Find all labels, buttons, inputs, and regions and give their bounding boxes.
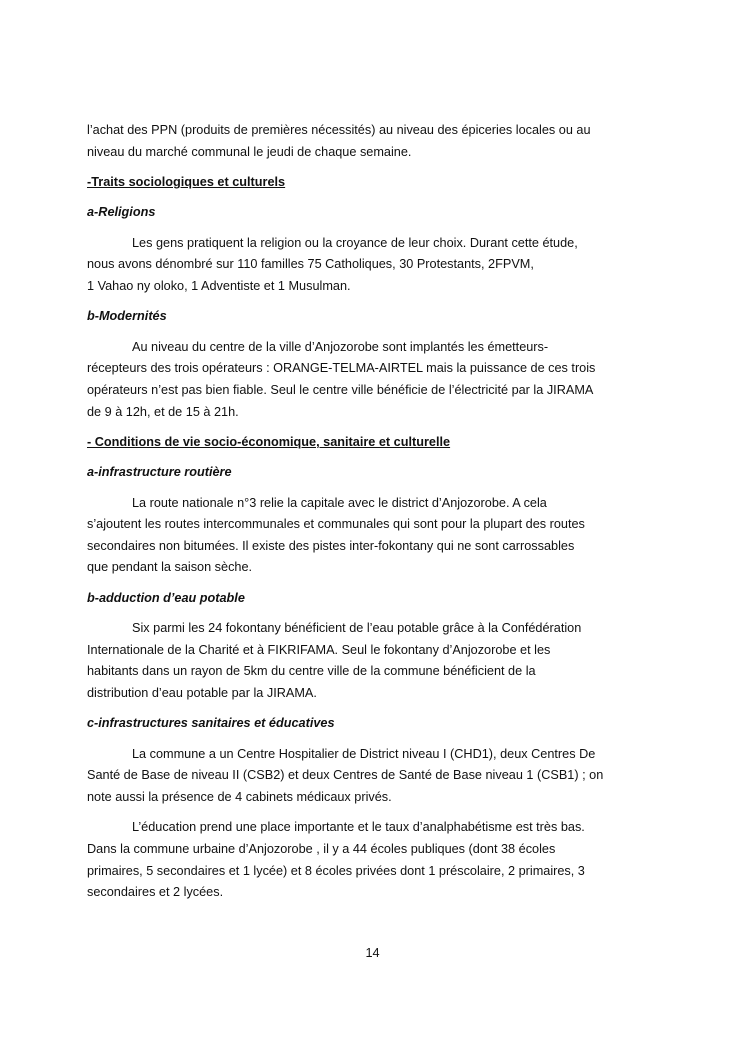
text-line: L’éducation prend une place importante et le taux d’analphabétisme est très bas. (132, 820, 585, 835)
text-line: Les gens pratiquent la religion ou la croyance de leur choix. Durant cette étude, (132, 235, 578, 250)
text-line: secondaires non bitumées. Il existe des pistes inter-fokontany qui ne sont carrossables (87, 538, 575, 553)
text-line: Au niveau du centre de la ville d’Anjozorobe sont implantés les émetteurs- (132, 339, 549, 354)
text-line: que pendant la saison sèche. (87, 560, 253, 575)
document-page (87, 120, 662, 904)
text-line: note aussi la présence de 4 cabinets médicaux privés. (87, 790, 392, 804)
text-line: secondaires et 2 lycées. (87, 885, 224, 900)
text-line: La commune a un Centre Hospitalier de District niveau I (CHD1), deux Centres De (132, 746, 596, 761)
religions-paragraph (87, 233, 662, 298)
text-line: Santé de Base de niveau II (CSB2) et deux Centres de Santé de Base niveau 1 (CSB1) ; on (87, 768, 604, 783)
sanitaires-paragraph (87, 744, 662, 809)
modernites-paragraph (87, 337, 662, 423)
subheading-religions: a-Religions (87, 205, 156, 220)
text-line: Dans la commune urbaine d’Anjozorobe , il y a 44 écoles publiques (dont 38 écoles (87, 841, 556, 856)
text-line: habitants dans un rayon de 5km du centre ville de la commune bénéficient de la (87, 664, 536, 679)
subheading-infrastructures-sanitaires: c-infrastructures sanitaires et éducatives (87, 716, 335, 731)
intro-paragraph (87, 120, 662, 163)
page-number: 14 (365, 946, 380, 960)
text-line: primaires, 5 secondaires et 1 lycée) et 8 écoles privées dont 1 préscolaire, 2 primaires, 3 (87, 863, 585, 878)
subheading-infrastructure-routiere: a-infrastructure routière (87, 465, 232, 480)
text-line: Internationale de la Charité et à FIKRIFAMA. Seul le fokontany d’Anjozorobe et les (87, 642, 551, 657)
subheading-adduction-eau: b-adduction d’eau potable (87, 590, 245, 605)
text-line: opérateurs n’est pas bien fiable. Seul le centre ville bénéficie de l’électricité par la JIRAMA (87, 382, 594, 397)
text-line: La route nationale n°3 relie la capitale avec le district d’Anjozorobe. A cela (132, 495, 547, 510)
text-line: l’achat des PPN (produits de premières nécessités) au niveau des épiceries locales ou au (87, 123, 591, 137)
text-line: s’ajoutent les routes intercommunales et communales qui sont pour la plupart des routes (87, 517, 585, 532)
text-line: niveau du marché communal le jeudi de chaque semaine. (87, 144, 412, 159)
text-line: 1 Vahao ny oloko, 1 Adventiste et 1 Musulman. (87, 278, 351, 293)
routiere-paragraph (87, 493, 662, 579)
text-line: de 9 à 12h, et de 15 à 21h. (87, 404, 239, 419)
text-line: nous avons dénombré sur 110 familles 75 Catholiques, 30 Protestants, 2FPVM, (87, 257, 534, 272)
eau-paragraph (87, 618, 662, 704)
subheading-modernites: b-Modernités (87, 309, 167, 324)
section-heading-conditions: - Conditions de vie socio-économique, sanitaire et culturelle (87, 434, 451, 449)
text-line: récepteurs des trois opérateurs : ORANGE-TELMA-AIRTEL mais la puissance de ces trois (87, 361, 596, 376)
text-line: Six parmi les 24 fokontany bénéficient de l’eau potable grâce à la Confédération (132, 621, 582, 636)
section-heading-traits: -Traits sociologiques et culturels (87, 174, 286, 189)
text-line: distribution d’eau potable par la JIRAMA. (87, 686, 317, 701)
education-paragraph (87, 817, 662, 903)
